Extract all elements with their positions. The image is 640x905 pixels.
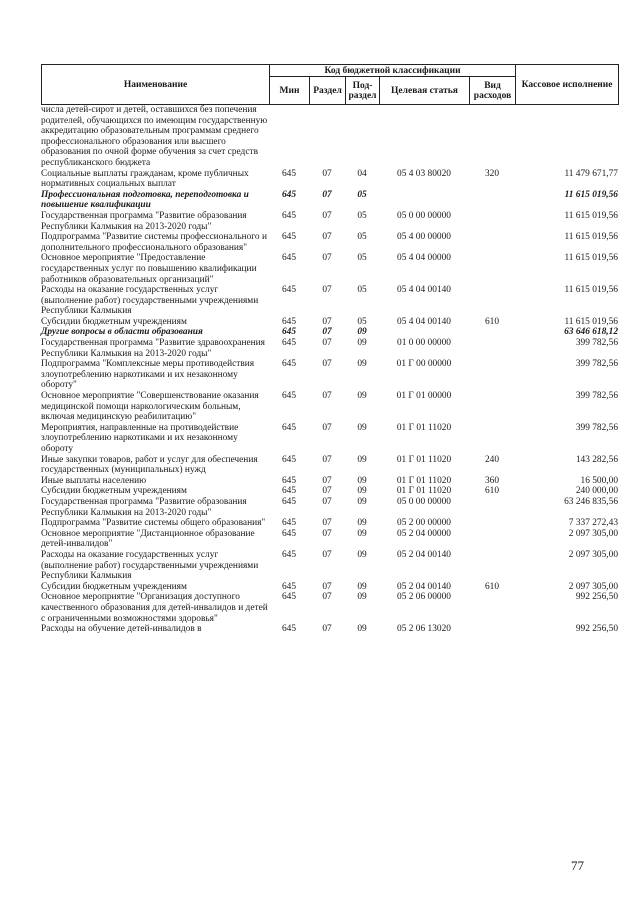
table-row: [41, 327, 618, 338]
table-row: [41, 486, 618, 497]
row-celevaya: 05 2 06 00000: [397, 592, 451, 603]
row-razdel: 07: [322, 592, 332, 603]
row-min: 645: [281, 391, 297, 402]
row-celevaya: 01 Г 01 11020: [396, 486, 452, 497]
row-min: 645: [281, 316, 297, 327]
row-vid: 320: [484, 168, 500, 179]
row-vid: [469, 592, 515, 624]
row-name: Государственная программа "Развитие образования Республики Калмыкия на 2013-2020 годы": [41, 496, 247, 518]
row-name: Основное мероприятие "Дистанционное образование детей-инвалидов": [41, 528, 255, 550]
table-row: [41, 582, 618, 593]
row-sum: 7 337 272,43: [568, 518, 618, 529]
row-celevaya: 01 Г 00 00000: [396, 359, 452, 370]
row-vid: [469, 529, 515, 550]
row-min: 645: [281, 253, 297, 264]
row-celevaya: 05 0 00 00000: [397, 496, 451, 507]
row-vid: [469, 518, 515, 529]
row-min: 645: [281, 486, 297, 497]
row-celevaya: 01 Г 01 11020: [396, 475, 452, 486]
table-header: [41, 64, 619, 105]
row-podrazdel: 09: [357, 549, 367, 560]
row-podrazdel: 09: [357, 518, 367, 529]
row-min: 645: [281, 624, 297, 635]
row-razdel: 07: [322, 422, 332, 433]
page-number: 77: [571, 858, 584, 873]
row-vid: [469, 497, 515, 518]
row-min: 645: [281, 189, 297, 200]
row-celevaya: 01 Г 01 00000: [396, 391, 452, 402]
row-podrazdel: 09: [357, 528, 367, 539]
row-razdel: 07: [322, 624, 332, 635]
row-min: 645: [281, 592, 297, 603]
row-name: Государственная программа "Развитие образования Республики Калмыкия на 2013-2020 годы": [41, 210, 247, 232]
row-celevaya: [379, 105, 469, 169]
row-razdel: [309, 105, 345, 169]
row-celevaya: 05 4 04 00140: [397, 285, 451, 296]
row-sum: 399 782,56: [575, 422, 618, 433]
row-name: Расходы на оказание государственных услуг (выполнение работ) государственными учреждениями Республики Калмыкия: [41, 285, 259, 317]
row-sum: 399 782,56: [575, 359, 618, 370]
row-min: 645: [281, 285, 297, 296]
row-vid: [469, 285, 515, 317]
row-vid: [469, 338, 515, 359]
table-row: [41, 529, 618, 550]
row-min: 645: [281, 496, 297, 507]
row-name: Другие вопросы в области образования: [41, 327, 203, 338]
row-razdel: 07: [322, 232, 332, 243]
row-vid: [469, 105, 515, 169]
row-sum: 63 246 835,56: [564, 496, 618, 507]
row-sum: 11 615 019,56: [564, 316, 618, 327]
row-sum: 11 615 019,56: [564, 189, 618, 200]
row-razdel: 07: [322, 528, 332, 539]
row-podrazdel: 09: [357, 592, 367, 603]
row-podrazdel: 09: [357, 581, 367, 592]
row-razdel: 07: [322, 168, 332, 179]
row-name: Субсидии бюджетным учреждениям: [41, 316, 187, 327]
row-vid: [469, 391, 515, 423]
row-min: 645: [281, 327, 297, 338]
row-celevaya: 01 Г 01 11020: [396, 454, 452, 465]
row-sum: 63 646 618,12: [564, 327, 618, 338]
table-row: [41, 592, 618, 624]
row-celevaya: 05 4 04 00140: [397, 316, 451, 327]
row-name: Расходы на обучение детей-инвалидов в: [41, 624, 202, 635]
row-podrazdel: 05: [357, 232, 367, 243]
header-celevaya: Целевая статья: [380, 77, 470, 105]
row-celevaya: 05 4 04 00000: [397, 253, 451, 264]
row-razdel: 07: [322, 391, 332, 402]
row-podrazdel: 09: [357, 391, 367, 402]
table-row: [41, 317, 618, 328]
row-podrazdel: 05: [357, 285, 367, 296]
row-sum: 399 782,56: [575, 391, 618, 402]
row-min: 645: [281, 422, 297, 433]
row-celevaya: 01 0 00 00000: [397, 338, 451, 349]
row-min: 645: [281, 549, 297, 560]
row-sum: 992 256,50: [575, 624, 618, 635]
row-sum: 240 000,00: [575, 486, 618, 497]
row-vid: [469, 232, 515, 253]
row-min: 645: [281, 581, 297, 592]
row-min: 645: [281, 475, 297, 486]
row-celevaya: 05 0 00 00000: [397, 210, 451, 221]
row-celevaya: [379, 327, 469, 338]
row-celevaya: 05 4 03 80020: [397, 168, 451, 179]
table-row: [41, 476, 618, 487]
row-sum: 399 782,56: [575, 338, 618, 349]
row-sum: 992 256,50: [575, 592, 618, 603]
row-sum: 2 097 305,00: [568, 581, 618, 592]
header-code-group: Код бюджетной классификации: [270, 65, 516, 77]
row-name: Мероприятия, направленные на противодействие злоупотреблению наркотиками и их незаконному обороту: [41, 422, 239, 454]
row-sum: 2 097 305,00: [568, 549, 618, 560]
row-vid: 610: [484, 486, 500, 497]
row-podrazdel: 09: [357, 475, 367, 486]
row-podrazdel: 09: [357, 422, 367, 433]
row-razdel: 07: [322, 475, 332, 486]
row-vid: 610: [484, 316, 500, 327]
row-name: Основное мероприятие "Совершенствование оказания медицинской помощи наркологическим больным, включая медицинскую реабилитацию": [41, 391, 259, 423]
table-row: [41, 455, 618, 476]
row-razdel: 07: [322, 253, 332, 264]
table-row: [41, 169, 618, 190]
row-podrazdel: 04: [357, 168, 367, 179]
row-name: Подпрограмма "Развитие системы профессионального и дополнительного профессионального образования": [41, 232, 267, 253]
row-min: 645: [281, 168, 297, 179]
row-name: Субсидии бюджетным учреждениям: [41, 581, 187, 592]
row-celevaya: 05 2 04 00000: [397, 528, 451, 539]
row-celevaya: 05 4 00 00000: [397, 232, 451, 243]
row-razdel: 07: [322, 496, 332, 507]
row-sum: 11 615 019,56: [564, 210, 618, 221]
table-row: [41, 338, 618, 359]
row-razdel: 07: [322, 549, 332, 560]
row-razdel: 07: [322, 316, 332, 327]
table-row: [41, 359, 618, 391]
row-podrazdel: 05: [357, 210, 367, 221]
table-row: [41, 391, 618, 423]
row-name: Подпрограмма "Комплексные меры противодействия злоупотреблению наркотиками и их незаконному обороту": [41, 359, 255, 391]
row-razdel: 07: [322, 486, 332, 497]
row-razdel: 07: [322, 189, 332, 200]
row-name: числа детей-сирот и детей, оставшихся без попечения родителей, обучающихся по имеющим государственную аккредитацию образовательным программам среднего профессионального образования или высшего образования по очной форме обучения за счет средств республиканского бюджета: [41, 105, 268, 168]
header-kassa: Кассовое исполнение: [516, 65, 619, 105]
row-podrazdel: 09: [357, 338, 367, 349]
row-min: 645: [281, 518, 297, 529]
row-sum: 2 097 305,00: [568, 528, 618, 539]
row-sum: 143 282,56: [575, 454, 618, 465]
row-celevaya: 05 2 04 00140: [397, 581, 451, 592]
row-razdel: 07: [322, 338, 332, 349]
row-vid: [469, 211, 515, 232]
row-min: 645: [281, 210, 297, 221]
row-podrazdel: 09: [357, 359, 367, 370]
row-name: Государственная программа "Развитие здравоохранения Республики Калмыкия на 2013-2020 годы": [41, 338, 265, 359]
header-razdel: Раздел: [310, 77, 346, 105]
row-celevaya: 01 Г 01 11020: [396, 422, 452, 433]
row-name: Социальные выплаты гражданам, кроме публичных нормативных социальных выплат: [41, 168, 249, 190]
row-min: 645: [281, 338, 297, 349]
row-sum: 11 615 019,56: [564, 285, 618, 296]
row-name: Подпрограмма "Развитие системы общего образования": [41, 518, 266, 529]
budget-table-page: [41, 64, 621, 635]
header-vid: Вид расходов: [470, 77, 516, 105]
header-min: Мин: [270, 77, 310, 105]
row-razdel: 07: [322, 285, 332, 296]
row-celevaya: 05 2 00 00000: [397, 518, 451, 529]
row-podrazdel: [345, 105, 379, 169]
row-vid: [469, 253, 515, 285]
row-vid: [469, 359, 515, 391]
table-body: [41, 105, 618, 635]
row-podrazdel: 09: [357, 486, 367, 497]
row-vid: 610: [484, 581, 500, 592]
row-vid: 360: [484, 475, 500, 486]
row-name: Основное мероприятие "Организация доступного качественного образования для детей-инвалидов и детей с ограниченными возможностями здоровья": [41, 592, 268, 624]
table-row: [41, 518, 618, 529]
row-celevaya: 05 2 04 00140: [397, 549, 451, 560]
row-podrazdel: 05: [357, 253, 367, 264]
row-razdel: 07: [322, 518, 332, 529]
table-row: [41, 497, 618, 518]
row-name: Профессиональная подготовка, переподготовка и повышение квалификации: [41, 189, 249, 211]
row-name: Субсидии бюджетным учреждениям: [41, 486, 187, 497]
table-row: [41, 105, 618, 169]
row-min: 645: [281, 232, 297, 243]
row-vid: [469, 624, 515, 635]
row-razdel: 07: [322, 327, 332, 338]
row-podrazdel: 05: [357, 316, 367, 327]
header-podrazdel: Под-раздел: [346, 77, 380, 105]
row-sum: 11 615 019,56: [564, 232, 618, 243]
row-podrazdel: 09: [357, 496, 367, 507]
row-podrazdel: 05: [357, 189, 367, 200]
row-sum: 11 615 019,56: [564, 253, 618, 264]
row-min: 645: [281, 359, 297, 370]
row-vid: 240: [484, 454, 500, 465]
row-sum: [515, 105, 618, 169]
table-row: [41, 190, 618, 211]
row-name: Иные закупки товаров, работ и услуг для обеспечения государственных (муниципальных) нужд: [41, 454, 258, 476]
row-min: 645: [281, 528, 297, 539]
table-row: [41, 211, 618, 232]
row-name: Основное мероприятие "Предоставление государственных услуг по повышению квалификации работников образовательных организаций": [41, 253, 257, 285]
row-podrazdel: 09: [357, 624, 367, 635]
row-razdel: 07: [322, 454, 332, 465]
table-row: [41, 232, 618, 253]
row-podrazdel: 09: [357, 327, 367, 338]
table-row: [41, 550, 618, 582]
row-vid: [469, 190, 515, 211]
table-row: [41, 285, 618, 317]
row-sum: 16 500,00: [580, 475, 618, 486]
row-vid: [469, 423, 515, 455]
row-celevaya: [379, 190, 469, 211]
row-sum: 11 479 671,77: [564, 168, 618, 179]
row-name: Расходы на оказание государственных услуг (выполнение работ) государственными учреждениями Республики Калмыкия: [41, 549, 259, 582]
header-name: Наименование: [42, 65, 270, 105]
row-celevaya: 05 2 06 13020: [397, 624, 451, 635]
row-name: Иные выплаты населению: [41, 475, 147, 486]
row-razdel: 07: [322, 581, 332, 592]
row-min: [269, 105, 309, 169]
row-vid: [469, 327, 515, 338]
row-razdel: 07: [322, 359, 332, 370]
table-row: [41, 253, 618, 285]
row-razdel: 07: [322, 210, 332, 221]
table-row: [41, 624, 618, 635]
row-vid: [469, 550, 515, 582]
table-row: [41, 423, 618, 455]
row-podrazdel: 09: [357, 454, 367, 465]
row-min: 645: [281, 454, 297, 465]
